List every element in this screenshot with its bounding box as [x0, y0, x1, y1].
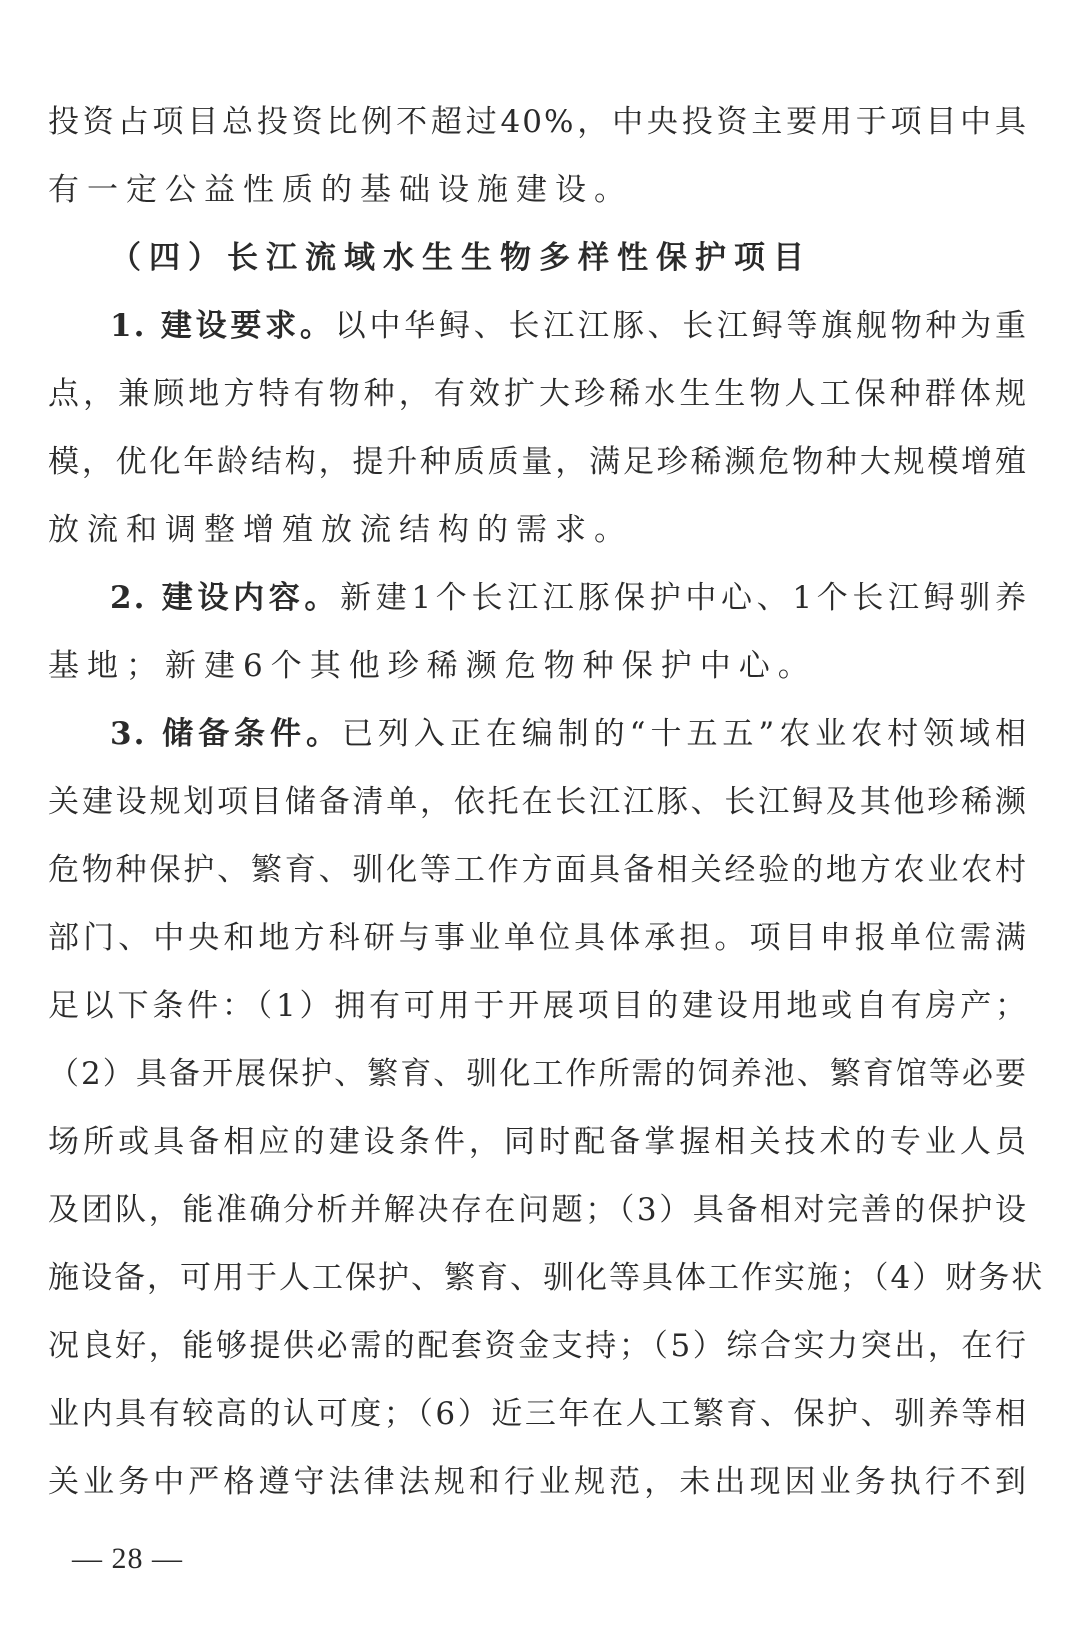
text-span: 以中华鲟、长江江豚、长江鲟等旗舰物种为重: [334, 308, 1029, 344]
text-line: 业内具有较高的认可度；（6）近三年在人工繁育、保护、驯养等相: [48, 1396, 1028, 1432]
section-heading: （四）长江流域水生生物多样性保护项目: [110, 240, 812, 276]
page-number: — 28 —: [72, 1542, 183, 1575]
text-line: 点，兼顾地方特有物种，有效扩大珍稀水生生物人工保种群体规: [48, 376, 1028, 412]
paragraph-first-line: [48, 700, 1028, 768]
item-title: 1. 建设要求。: [110, 308, 335, 344]
text-line: 基地；新建6个其他珍稀濒危物种保护中心。: [48, 648, 817, 684]
item-title: 3. 储备条件。: [110, 716, 342, 752]
paragraph-first-line: [48, 292, 1028, 360]
text-line: 况良好，能够提供必需的配套资金支持；（5）综合实力突出，在行: [48, 1328, 1028, 1364]
text-span: 新建1个长江江豚保护中心、1个长江鲟驯养: [340, 580, 1028, 616]
text-line: 放流和调整增殖放流结构的需求。: [48, 512, 633, 548]
text-line: 模，优化年龄结构，提升种质质量，满足珍稀濒危物种大规模增殖: [48, 444, 1028, 480]
text-line: 场所或具备相应的建设条件，同时配备掌握相关技术的专业人员: [48, 1124, 1028, 1160]
text-line: 部门、中央和地方科研与事业单位具体承担。项目申报单位需满: [48, 920, 1028, 956]
text-line: 关建设规划项目储备清单，依托在长江江豚、长江鲟及其他珍稀濒: [48, 784, 1028, 820]
text-line: 关业务中严格遵守法律法规和行业规范，未出现因业务执行不到: [48, 1464, 1028, 1500]
text-line: 有一定公益性质的基础设施建设。: [48, 172, 633, 208]
text-line: 危物种保护、繁育、驯化等工作方面具备相关经验的地方农业农村: [48, 852, 1028, 888]
text-span: 已列入正在编制的“十五五”农业农村领域相: [341, 716, 1028, 752]
paragraph-first-line: [48, 564, 1028, 632]
text-line: （2）具备开展保护、繁育、驯化工作所需的饲养池、繁育馆等必要: [48, 1056, 1028, 1092]
item-title: 2. 建设内容。: [110, 580, 341, 616]
text-line: 投资占项目总投资比例不超过40%，中央投资主要用于项目中具: [48, 104, 1028, 140]
document-body: [48, 88, 1045, 1516]
text-line: 施设备，可用于人工保护、繁育、驯化等具体工作实施；（4）财务状: [48, 1260, 1045, 1296]
text-line: 足以下条件：（1）拥有可用于开展项目的建设用地或自有房产；: [48, 988, 1028, 1024]
text-line: 及团队，能准确分析并解决存在问题；（3）具备相对完善的保护设: [48, 1192, 1028, 1228]
